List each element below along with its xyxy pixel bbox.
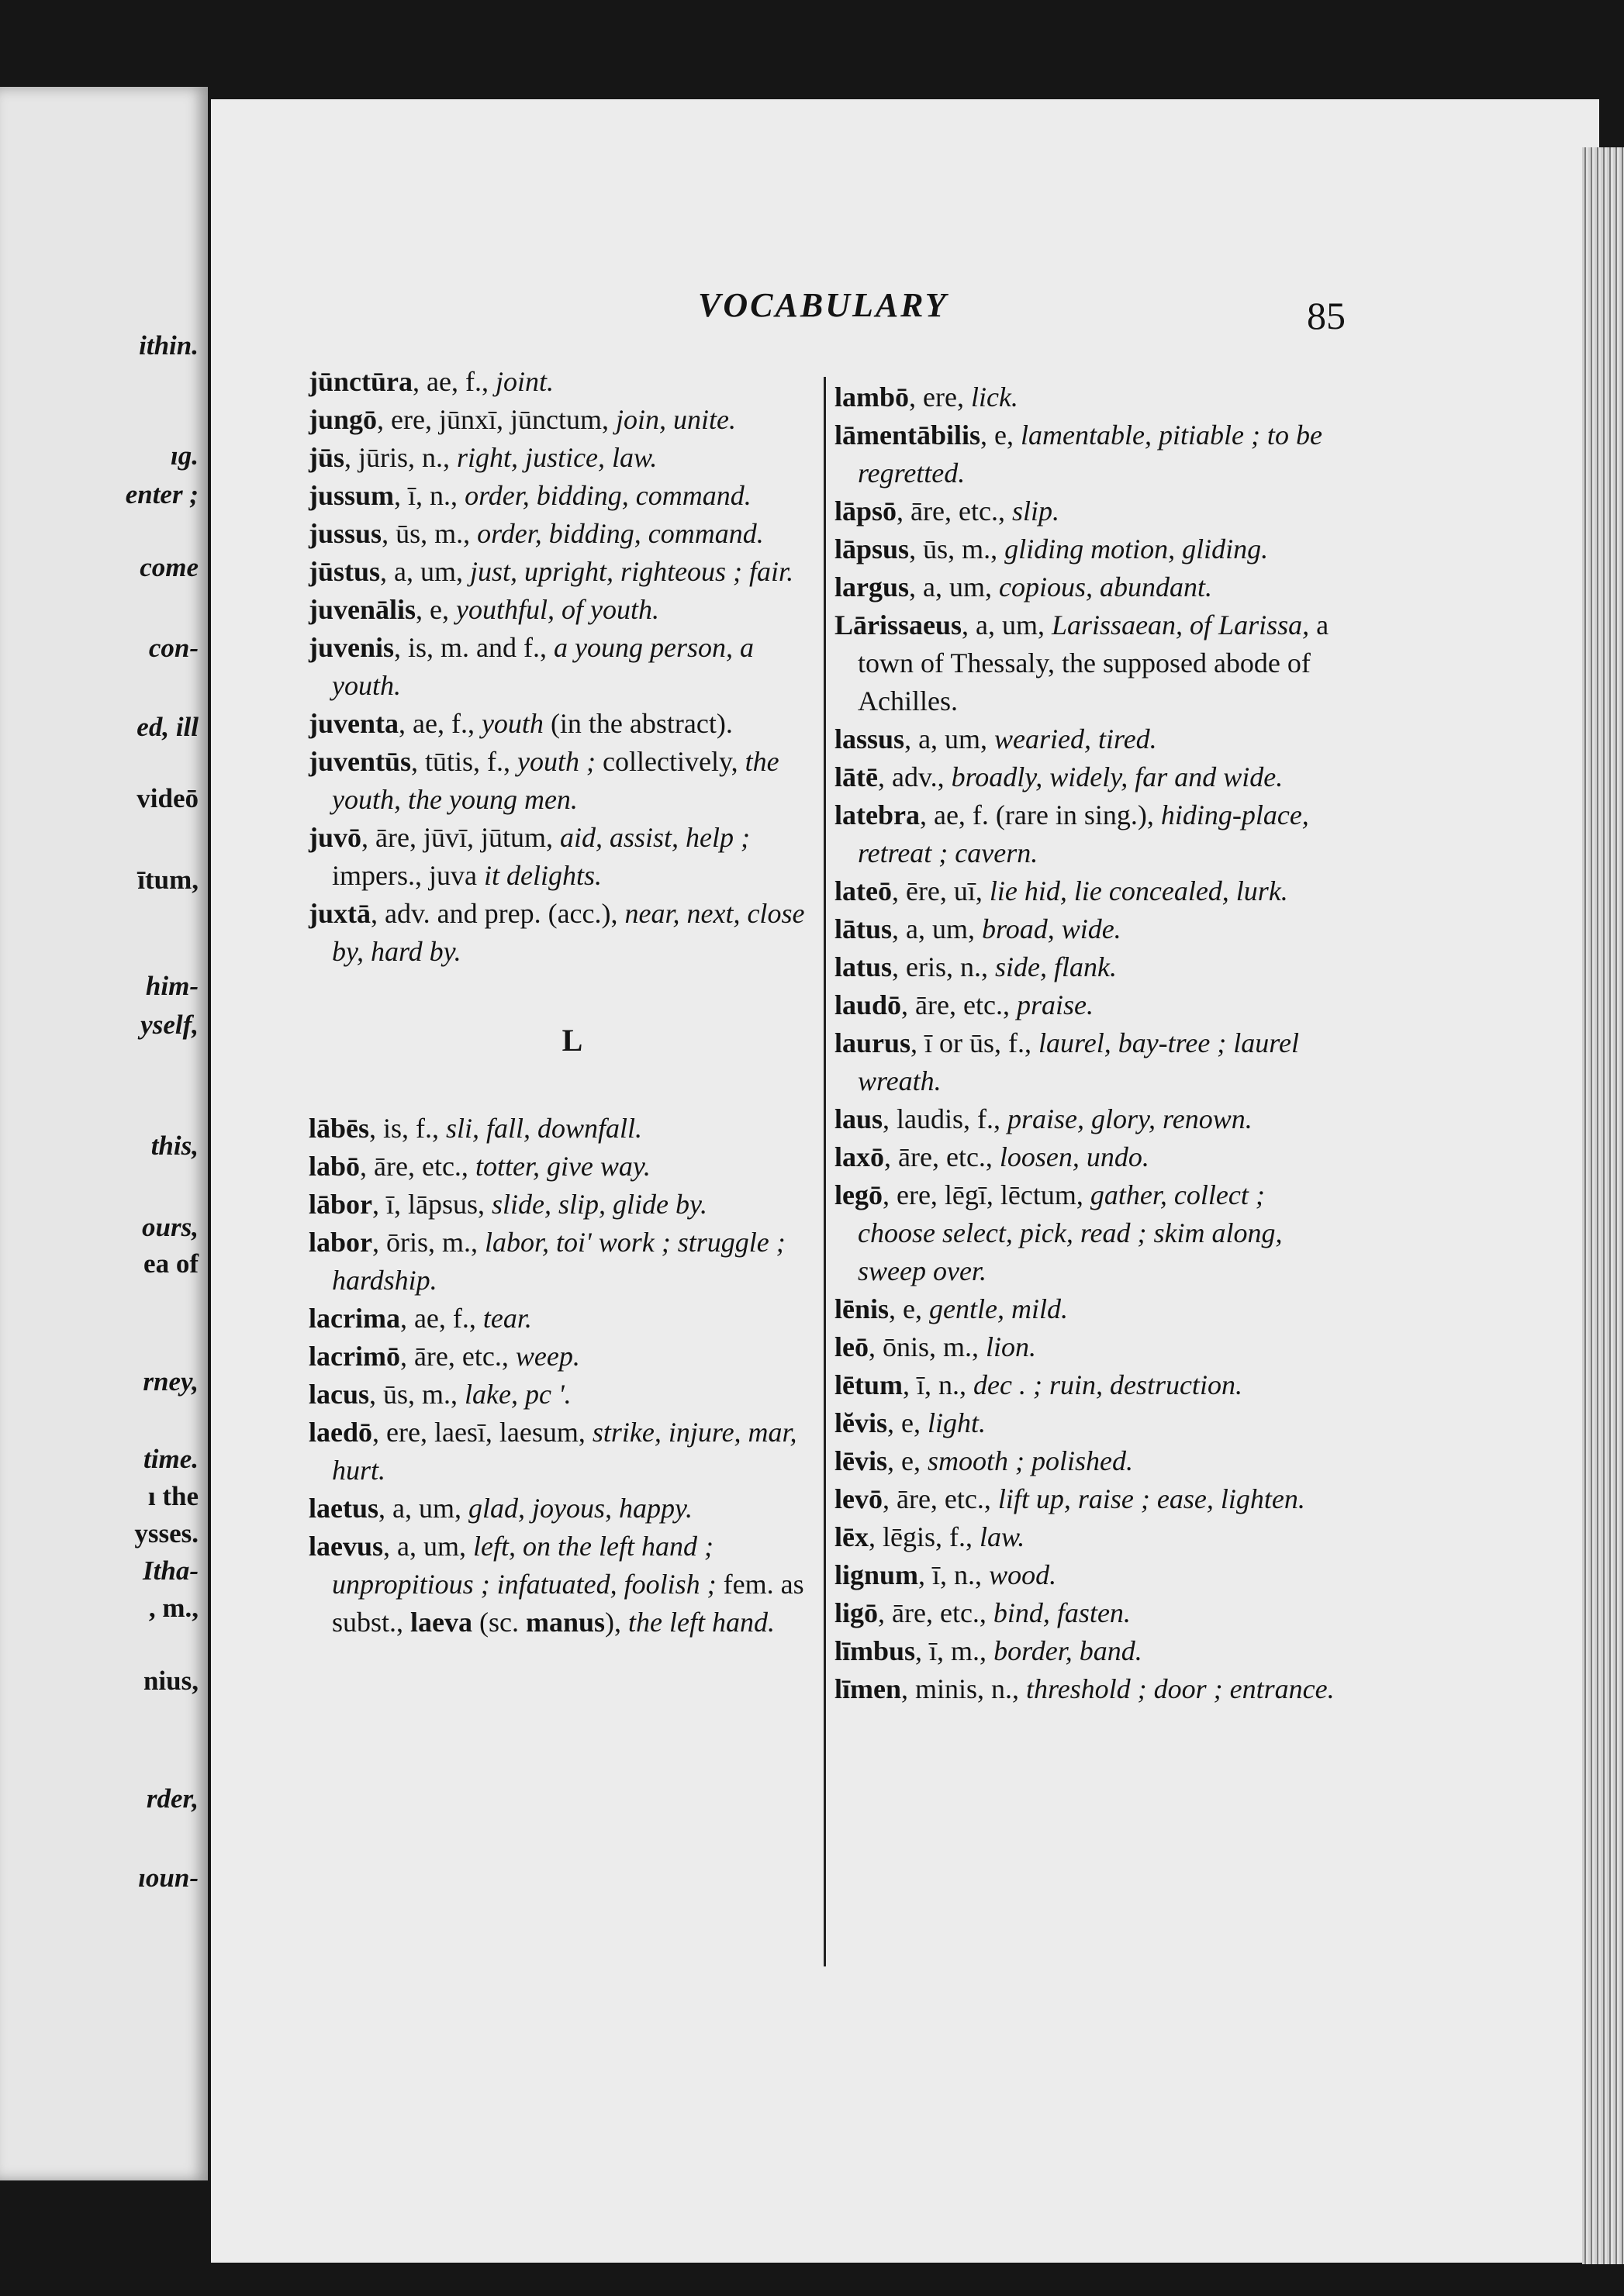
dictionary-entry <box>834 948 1346 986</box>
definition: just, upright, righteous ; fair. <box>470 556 794 587</box>
headword: lacus <box>309 1379 370 1410</box>
headword: juventūs <box>309 746 412 777</box>
definition: strike, injure, mar, hurt. <box>332 1417 797 1486</box>
definition: lick. <box>970 382 1018 413</box>
grammar: , ae, f. (rare in sing.), <box>919 799 1161 830</box>
dictionary-entry <box>309 1300 805 1338</box>
facing-page-fragment: ithin. <box>139 330 199 361</box>
headword: lēnis <box>834 1293 890 1324</box>
dictionary-entry <box>834 758 1346 796</box>
grammar: , a, um, <box>892 913 983 944</box>
dictionary-entry <box>834 1024 1346 1100</box>
headword: ligō <box>834 1597 879 1628</box>
definition: youth <box>481 708 544 739</box>
grammar: , ae, f., <box>399 708 482 739</box>
form: manus <box>526 1607 606 1638</box>
grammar: , is, m. and f., <box>394 632 555 663</box>
definition: broad, wide. <box>982 913 1121 944</box>
note: collectively, <box>596 746 745 777</box>
headword: lassus <box>834 723 905 754</box>
definition: copious, abundant. <box>999 571 1212 602</box>
definition: sli, fall, downfall. <box>446 1113 643 1144</box>
facing-page-fragment: him- <box>145 971 199 1001</box>
dictionary-entry <box>834 1518 1346 1556</box>
dictionary-entry <box>834 720 1346 758</box>
grammar: , ī, n., <box>918 1559 990 1590</box>
headword: jussus <box>309 518 382 549</box>
definition: Larissaean, of Larissa, <box>1052 609 1310 640</box>
definition: glad, joyous, happy. <box>468 1493 693 1524</box>
dictionary-entry <box>834 1366 1346 1404</box>
definition: dec . ; ruin, destruction. <box>973 1369 1242 1400</box>
dictionary-entry <box>309 439 805 477</box>
dictionary-entry <box>834 416 1346 492</box>
facing-page <box>0 87 208 2180</box>
note: (sc. <box>472 1607 526 1638</box>
dictionary-entry <box>834 1100 1346 1138</box>
headword: lētum <box>834 1369 903 1400</box>
definition: wearied, tired. <box>994 723 1157 754</box>
headword: lĕvis <box>834 1407 887 1438</box>
definition: law. <box>979 1521 1025 1552</box>
facing-page-fragment: con- <box>148 633 199 663</box>
headword: lacrimō <box>309 1341 400 1372</box>
definition: lake, pc '. <box>465 1379 572 1410</box>
grammar: , ī or ūs, f., <box>910 1027 1039 1058</box>
definition: youth ; <box>517 746 596 777</box>
definition: youthful, of youth. <box>456 594 659 625</box>
headword: lēvis <box>834 1445 887 1476</box>
definition: order, bidding, command. <box>477 518 764 549</box>
definition: gliding motion, gliding. <box>1004 533 1269 565</box>
headword: lateō <box>834 875 892 906</box>
grammar: , a, um, <box>904 723 995 754</box>
grammar: , is, f., <box>369 1113 447 1144</box>
grammar: , āre, etc., <box>882 1483 998 1514</box>
definition: a young person, a youth. <box>332 632 754 701</box>
definition: hiding-place, retreat ; cavern. <box>858 799 1309 868</box>
grammar: , e, <box>887 1445 928 1476</box>
grammar: , a, um, <box>378 1493 468 1524</box>
headword: jungō <box>309 404 378 435</box>
facing-page-fragment: rney, <box>143 1366 199 1397</box>
grammar: , a, um, <box>383 1531 473 1562</box>
headword: lābēs <box>309 1113 370 1144</box>
definition: tear. <box>482 1303 532 1334</box>
headword: jūnctūra <box>309 366 413 397</box>
dictionary-entry <box>834 1442 1346 1480</box>
grammar: , āre, jūvī, jūtum, <box>361 822 560 853</box>
dictionary-entry <box>309 1224 805 1300</box>
running-head: VOCABULARY <box>698 286 948 324</box>
dictionary-entry <box>834 1556 1346 1594</box>
headword: lābor <box>309 1189 373 1220</box>
grammar: , ūs, m., <box>369 1379 465 1410</box>
grammar: , ōris, m., <box>372 1227 485 1258</box>
definition: slide, slip, glide by. <box>492 1189 708 1220</box>
headword: jūs <box>309 442 345 473</box>
dictionary-entry <box>309 705 805 743</box>
dictionary-entry <box>309 1414 805 1490</box>
headword: līmbus <box>834 1635 916 1666</box>
headword: laedō <box>309 1417 373 1448</box>
page-edge <box>1582 147 1624 2264</box>
grammar: , lēgis, f., <box>868 1521 980 1552</box>
dictionary-entry <box>309 1528 805 1642</box>
definition: praise, glory, renown. <box>1007 1103 1253 1134</box>
headword: Lārissaeus <box>834 609 962 640</box>
left-column <box>309 363 805 1642</box>
grammar: , ae, f., <box>413 366 496 397</box>
definition: left, on the left hand ; unpropitious ; infatuated, foolish ; <box>332 1531 717 1600</box>
entries-after <box>309 1110 805 1642</box>
note: fem. as subst., <box>332 1569 804 1638</box>
headword: largus <box>834 571 910 602</box>
dictionary-entry <box>834 606 1346 720</box>
facing-page-fragment: , m., <box>148 1593 199 1623</box>
headword: juvō <box>309 822 362 853</box>
dictionary-entry <box>834 530 1346 568</box>
grammar: , e, <box>980 419 1021 451</box>
headword: laevus <box>309 1531 384 1562</box>
dictionary-entry <box>309 1490 805 1528</box>
grammar: , tūtis, f., <box>411 746 518 777</box>
dictionary-entry <box>309 819 805 895</box>
grammar: , ae, f., <box>399 1303 483 1334</box>
grammar: , āre, etc., <box>897 495 1012 527</box>
column-rule <box>824 377 826 1966</box>
grammar: , āre, etc., <box>901 989 1017 1020</box>
definition: gentle, mild. <box>929 1293 1068 1324</box>
definition: gather, collect ; choose select, pick, read ; skim along, sweep over. <box>858 1179 1283 1286</box>
definition: bind, fasten. <box>993 1597 1131 1628</box>
grammar: , eris, n., <box>892 951 996 982</box>
headword: laurus <box>834 1027 911 1058</box>
grammar: , āre, etc., <box>878 1597 993 1628</box>
dictionary-entry <box>309 895 805 971</box>
headword: lambō <box>834 382 910 413</box>
note: (in the abstract). <box>543 708 733 739</box>
definition: lamentable, pitiable ; to be regretted. <box>858 419 1322 489</box>
grammar: , ere, jūnxī, jūnctum, <box>377 404 616 435</box>
definition: slip. <box>1011 495 1059 527</box>
headword: juvenis <box>309 632 395 663</box>
grammar: , minis, n., <box>901 1673 1027 1704</box>
definition: it delights. <box>483 860 602 891</box>
dictionary-entry <box>309 591 805 629</box>
facing-page-fragment: ı the <box>147 1481 199 1511</box>
facing-page-fragment: rder, <box>146 1783 199 1814</box>
facing-page-fragment: ıoun- <box>138 1863 199 1893</box>
grammar: , ī, m., <box>915 1635 994 1666</box>
headword: juxtā <box>309 898 371 929</box>
dictionary-entry <box>309 1376 805 1414</box>
grammar: , adv. and prep. (acc.), <box>371 898 625 929</box>
facing-page-fragment: ea of <box>143 1248 199 1279</box>
grammar: , a, um, <box>380 556 471 587</box>
section-letter: L <box>561 1023 583 1058</box>
dictionary-entry <box>834 1670 1346 1708</box>
facing-page-fragment: videō <box>136 783 199 813</box>
headword: juvenālis <box>309 594 416 625</box>
facing-page-fragment: come <box>140 552 199 582</box>
dictionary-entry <box>834 1480 1346 1518</box>
facing-page-fragment: enter ; <box>125 479 199 509</box>
grammar: , a, um, <box>909 571 999 602</box>
headword: lātē <box>834 761 878 792</box>
note: impers., juva <box>332 860 484 891</box>
dictionary-entry <box>309 1148 805 1186</box>
dictionary-entry <box>834 568 1346 606</box>
grammar: , ūs, m., <box>382 518 478 549</box>
headword: laxō <box>834 1141 885 1172</box>
dictionary-entry <box>309 553 805 591</box>
headword: lāpsus <box>834 533 910 565</box>
definition: lion. <box>986 1331 1037 1362</box>
dictionary-entry <box>309 1338 805 1376</box>
note: a town of Thessaly, the supposed abode of Achilles. <box>858 609 1329 716</box>
facing-page-fragment: Itha- <box>143 1555 199 1586</box>
definition: weep. <box>515 1341 580 1372</box>
definition: loosen, undo. <box>999 1141 1149 1172</box>
headword: laudō <box>834 989 902 1020</box>
grammar: , e, <box>416 594 457 625</box>
dictionary-entry <box>834 1176 1346 1290</box>
grammar: , e, <box>889 1293 929 1324</box>
headword: latus <box>834 951 893 982</box>
definition: smooth ; polished. <box>927 1445 1133 1476</box>
dictionary-entry <box>309 401 805 439</box>
facing-page-fragment: nius, <box>143 1666 199 1696</box>
definition: laurel, bay-tree ; laurel wreath. <box>858 1027 1299 1096</box>
definition: lift up, raise ; ease, lighten. <box>997 1483 1305 1514</box>
grammar: , ere, lēgī, lēctum, <box>882 1179 1090 1210</box>
dictionary-entry <box>834 1632 1346 1670</box>
dictionary-entry <box>834 1138 1346 1176</box>
headword: laus <box>834 1103 883 1134</box>
dictionary-entry <box>309 363 805 401</box>
facing-page-fragment: ıg. <box>171 440 199 471</box>
dictionary-entry <box>309 1186 805 1224</box>
headword: laetus <box>309 1493 378 1524</box>
grammar: , adv., <box>877 761 952 792</box>
definition: joint. <box>495 366 554 397</box>
headword: jussum <box>309 480 395 511</box>
dictionary-entry <box>309 629 805 705</box>
grammar: , jūris, n., <box>344 442 458 473</box>
definition: lie hid, lie concealed, lurk. <box>989 875 1288 906</box>
definition: threshold ; door ; entrance. <box>1026 1673 1335 1704</box>
dictionary-entry <box>834 910 1346 948</box>
definition: broadly, widely, far and wide. <box>951 761 1284 792</box>
headword: līmen <box>834 1673 901 1704</box>
grammar: , ī, n., <box>394 480 465 511</box>
facing-page-fragment: this, <box>150 1131 199 1161</box>
dictionary-entry <box>834 986 1346 1024</box>
dictionary-entry <box>834 872 1346 910</box>
grammar: , ōnis, m., <box>868 1331 986 1362</box>
headword: lignum <box>834 1559 919 1590</box>
headword: jūstus <box>309 556 381 587</box>
headword: lēx <box>834 1521 869 1552</box>
form: laeva <box>410 1607 473 1638</box>
facing-page-fragment: ysses. <box>134 1518 199 1549</box>
grammar: , āre, etc., <box>399 1341 516 1372</box>
grammar: , ere, laesī, laesum, <box>372 1417 593 1448</box>
grammar: , ēre, uī, <box>891 875 990 906</box>
definition: the youth, the young men. <box>332 746 779 815</box>
grammar: , āre, etc., <box>360 1151 475 1182</box>
dictionary-entry <box>309 477 805 515</box>
dictionary-entry <box>834 1328 1346 1366</box>
dictionary-entry <box>834 378 1346 416</box>
grammar: , laudis, f., <box>883 1103 1008 1134</box>
headword: labor <box>309 1227 373 1258</box>
dictionary-entry <box>309 515 805 553</box>
headword: leō <box>834 1331 869 1362</box>
definition: aid, assist, help ; <box>559 822 750 853</box>
definition: join, unite. <box>615 404 736 435</box>
definition: border, band. <box>993 1635 1142 1666</box>
definition: near, next, close by, hard by. <box>332 898 805 967</box>
note: ), <box>605 1607 629 1638</box>
grammar: , ī, n., <box>902 1369 973 1400</box>
headword: lāpsō <box>834 495 897 527</box>
dictionary-entry <box>309 1110 805 1148</box>
headword: lacrima <box>309 1303 400 1334</box>
dictionary-entry <box>834 1290 1346 1328</box>
dictionary-entry <box>834 796 1346 872</box>
dictionary-entry <box>834 1404 1346 1442</box>
definition: wood. <box>989 1559 1057 1590</box>
dictionary-entry <box>309 743 805 819</box>
facing-page-fragment: time. <box>143 1444 199 1474</box>
headword: lāmentābilis <box>834 419 981 451</box>
right-column <box>834 378 1346 1708</box>
definition: right, justice, law. <box>457 442 658 473</box>
definition: side, flank. <box>995 951 1117 982</box>
headword: latebra <box>834 799 920 830</box>
facing-page-fragment: ed, ill <box>136 712 199 742</box>
headword: levō <box>834 1483 883 1514</box>
grammar: , ī, lāpsus, <box>372 1189 492 1220</box>
definition: totter, give way. <box>475 1151 651 1182</box>
grammar: , ere, <box>909 382 971 413</box>
dictionary-entry <box>834 1594 1346 1632</box>
entries-before <box>309 363 805 971</box>
facing-page-fragment: ītum, <box>137 865 199 895</box>
dictionary-entry <box>834 492 1346 530</box>
facing-page-fragment: ours, <box>142 1212 199 1242</box>
page-number: 85 <box>1307 294 1346 337</box>
headword: lātus <box>834 913 893 944</box>
definition: labor, toi' work ; struggle ; hardship. <box>332 1227 786 1296</box>
definition: praise. <box>1016 989 1094 1020</box>
definition: order, bidding, command. <box>465 480 752 511</box>
grammar: , ūs, m., <box>909 533 1005 565</box>
grammar: , a, um, <box>962 609 1052 640</box>
facing-page-fragment: yself, <box>140 1010 199 1040</box>
headword: juventa <box>309 708 399 739</box>
headword: labō <box>309 1151 361 1182</box>
grammar: , e, <box>887 1407 928 1438</box>
definition: the left hand. <box>628 1607 776 1638</box>
definition: light. <box>927 1407 986 1438</box>
grammar: , āre, etc., <box>884 1141 1000 1172</box>
headword: legō <box>834 1179 883 1210</box>
